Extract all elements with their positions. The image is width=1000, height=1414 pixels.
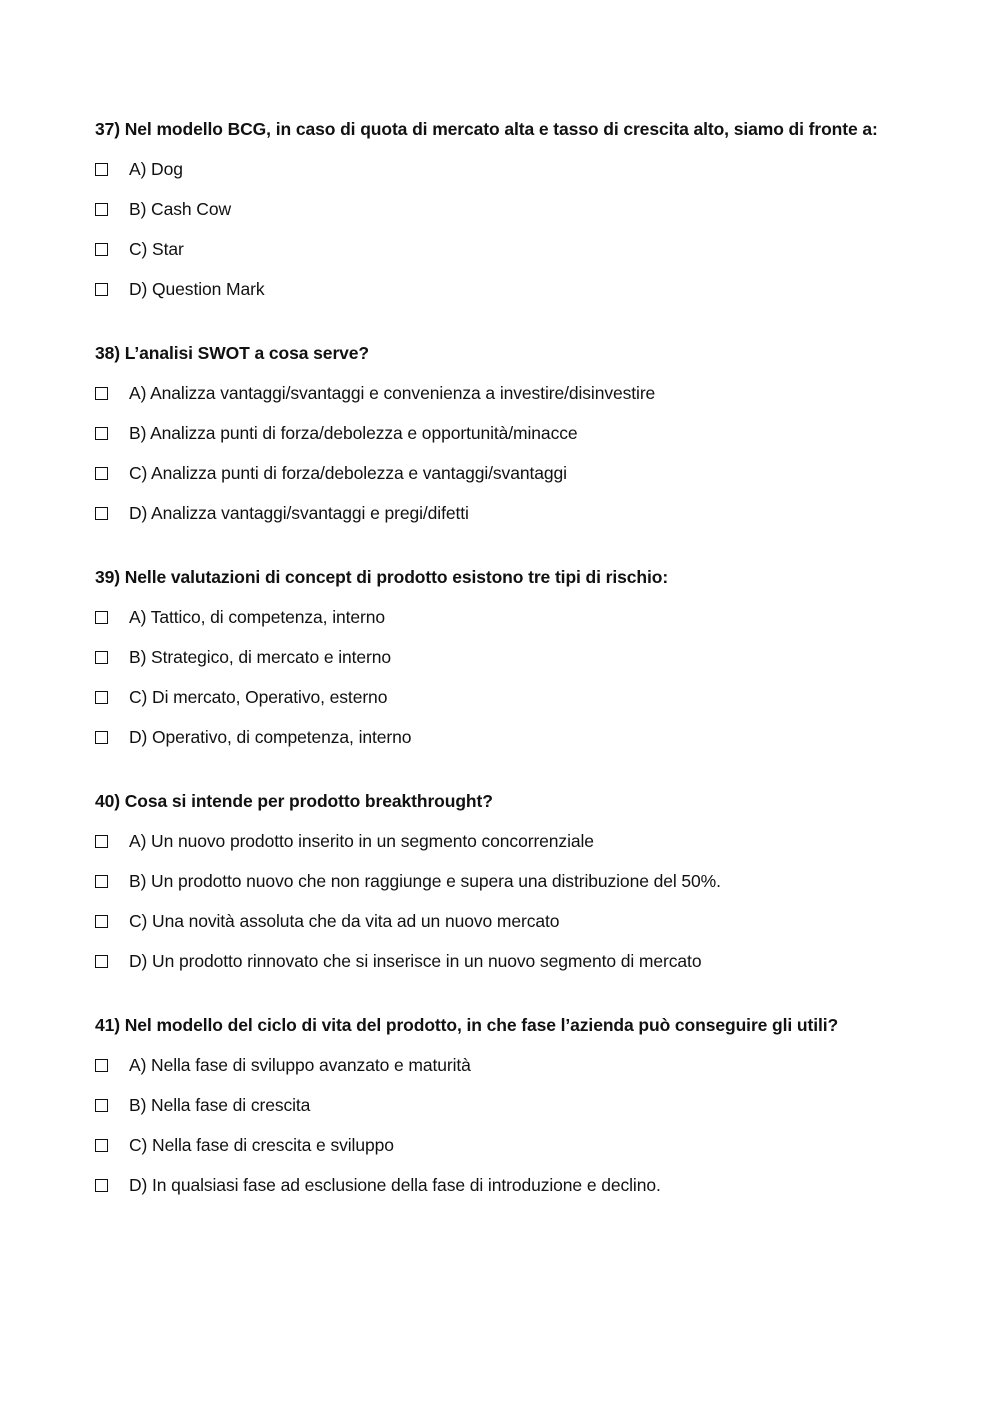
option-label: B) Strategico, di mercato e interno xyxy=(129,647,392,667)
question-37-option-d[interactable] xyxy=(95,277,975,301)
question-38 xyxy=(95,341,975,525)
question-39-option-a[interactable] xyxy=(95,605,975,629)
checkbox-icon[interactable] xyxy=(95,875,108,888)
question-40-option-a[interactable] xyxy=(95,829,975,853)
option-label: B) Un prodotto nuovo che non raggiunge e supera una distribuzione del 50%. xyxy=(129,871,721,891)
option-label: B) Analizza punti di forza/debolezza e opportunità/minacce xyxy=(129,423,578,443)
option-label: D) Question Mark xyxy=(129,279,265,299)
option-label: C) Star xyxy=(129,239,184,259)
checkbox-icon[interactable] xyxy=(95,387,108,400)
option-label: A) Analizza vantaggi/svantaggi e convenienza a investire/disinvestire xyxy=(129,383,656,403)
question-38-option-c[interactable] xyxy=(95,461,975,485)
checkbox-icon[interactable] xyxy=(95,467,108,480)
question-40-option-c[interactable] xyxy=(95,909,975,933)
question-41-option-c[interactable] xyxy=(95,1133,975,1157)
checkbox-icon[interactable] xyxy=(95,1099,108,1112)
question-37-option-c[interactable] xyxy=(95,237,975,261)
checkbox-icon[interactable] xyxy=(95,243,108,256)
checkbox-icon[interactable] xyxy=(95,163,108,176)
option-label: D) Un prodotto rinnovato che si inserisce in un nuovo segmento di mercato xyxy=(129,951,702,971)
question-38-option-b[interactable] xyxy=(95,421,975,445)
checkbox-icon[interactable] xyxy=(95,507,108,520)
checkbox-icon[interactable] xyxy=(95,1179,108,1192)
question-38-text: 38) L’analisi SWOT a cosa serve? xyxy=(95,343,370,363)
option-label: C) Analizza punti di forza/debolezza e vantaggi/svantaggi xyxy=(129,463,567,483)
question-41-option-d[interactable] xyxy=(95,1173,975,1197)
option-label: A) Dog xyxy=(129,159,183,179)
question-37 xyxy=(95,117,975,301)
checkbox-icon[interactable] xyxy=(95,691,108,704)
question-38-option-a[interactable] xyxy=(95,381,975,405)
question-39-option-c[interactable] xyxy=(95,685,975,709)
question-41-option-a[interactable] xyxy=(95,1053,975,1077)
checkbox-icon[interactable] xyxy=(95,1059,108,1072)
option-label: C) Di mercato, Operativo, esterno xyxy=(129,687,388,707)
question-41-option-b[interactable] xyxy=(95,1093,975,1117)
option-label: C) Una novità assoluta che da vita ad un nuovo mercato xyxy=(129,911,560,931)
checkbox-icon[interactable] xyxy=(95,955,108,968)
checkbox-icon[interactable] xyxy=(95,835,108,848)
question-list xyxy=(95,117,975,1237)
checkbox-icon[interactable] xyxy=(95,203,108,216)
checkbox-icon[interactable] xyxy=(95,283,108,296)
checkbox-icon[interactable] xyxy=(95,611,108,624)
option-label: A) Tattico, di competenza, interno xyxy=(129,607,385,627)
checkbox-icon[interactable] xyxy=(95,651,108,664)
option-label: D) Analizza vantaggi/svantaggi e pregi/difetti xyxy=(129,503,469,523)
question-39 xyxy=(95,565,975,749)
checkbox-icon[interactable] xyxy=(95,1139,108,1152)
option-label: D) Operativo, di competenza, interno xyxy=(129,727,412,747)
checkbox-icon[interactable] xyxy=(95,915,108,928)
option-label: B) Nella fase di crescita xyxy=(129,1095,311,1115)
question-40-option-b[interactable] xyxy=(95,869,975,893)
question-40 xyxy=(95,789,975,973)
question-39-text: 39) Nelle valutazioni di concept di prodotto esistono tre tipi di rischio: xyxy=(95,567,669,587)
question-37-option-a[interactable] xyxy=(95,157,975,181)
option-label: B) Cash Cow xyxy=(129,199,231,219)
question-40-option-d[interactable] xyxy=(95,949,975,973)
question-38-option-d[interactable] xyxy=(95,501,975,525)
option-label: A) Nella fase di sviluppo avanzato e maturità xyxy=(129,1055,471,1075)
question-40-text: 40) Cosa si intende per prodotto breakthrought? xyxy=(95,791,493,811)
question-39-option-d[interactable] xyxy=(95,725,975,749)
checkbox-icon[interactable] xyxy=(95,731,108,744)
question-41-text: 41) Nel modello del ciclo di vita del prodotto, in che fase l’azienda può conseguire gli utili? xyxy=(95,1015,839,1035)
question-41 xyxy=(95,1013,975,1197)
question-37-text: 37) Nel modello BCG, in caso di quota di mercato alta e tasso di crescita alto, siamo di fronte a: xyxy=(95,119,878,139)
option-label: C) Nella fase di crescita e sviluppo xyxy=(129,1135,394,1155)
question-39-option-b[interactable] xyxy=(95,645,975,669)
option-label: A) Un nuovo prodotto inserito in un segmento concorrenziale xyxy=(129,831,594,851)
checkbox-icon[interactable] xyxy=(95,427,108,440)
option-label: D) In qualsiasi fase ad esclusione della fase di introduzione e declino. xyxy=(129,1175,661,1195)
question-37-option-b[interactable] xyxy=(95,197,975,221)
